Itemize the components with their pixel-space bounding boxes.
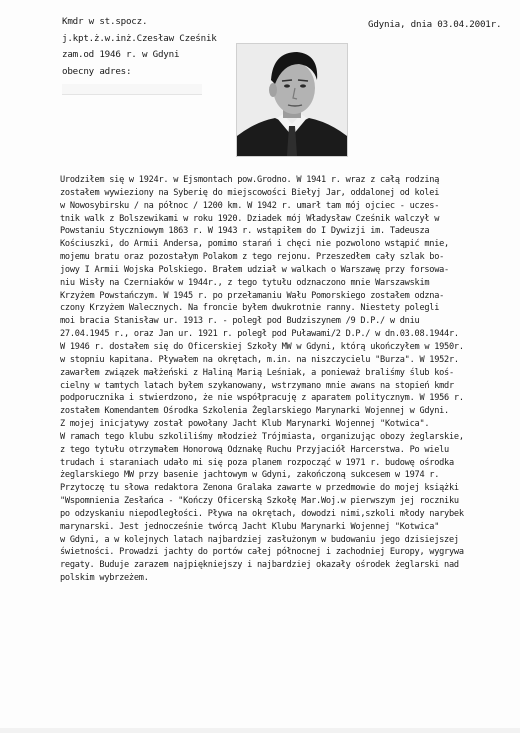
body-line: w stopniu kapitana. Pływałem na okrętach, m.in. na niszczycielu "Burza". W 1952r. xyxy=(60,354,459,365)
body-line: Kościuszki, do Armii Andersa, pomimo starań i chęci nie pozwolono wstąpić mnie, xyxy=(60,239,449,250)
body-line: regaty. Buduje zarazem najpiękniejszy i najbardziej okazały ośrodek żeglarski nad xyxy=(60,560,459,571)
redacted-address xyxy=(62,84,202,95)
sender-line-1: Kmdr w st.spocz. xyxy=(62,16,148,27)
body-line: świetności. Prowadzi jachty do portów całej północnej i zachodniej Europy, wygrywa xyxy=(60,547,464,558)
body-line: czony Krzyżem Walecznych. Na froncie byłem dwukrotnie ranny. Niestety polegli xyxy=(60,303,440,314)
body-line: Z mojej inicjatywy został powołany Jacht Klub Marynarki Wojennej "Kotwica". xyxy=(60,419,430,430)
sender-line-2: j.kpt.ż.w.inż.Czesław Cześnik xyxy=(62,32,217,44)
body-line: z tego tytułu otrzymałem Honorową Odznakę Ruchu Przyjaciół Harcerstwa. Po wielu xyxy=(60,444,449,455)
scan-bottom-edge xyxy=(0,728,520,733)
body-line: Przytoczę tu słowa redaktora Zenona Gralaka zawarte w przedmowie do mojej książki xyxy=(60,483,459,494)
body-line: w Nowosybirsku / na północ / 1200 km. W 1942 r. umarł tam mój ojciec - uczes- xyxy=(60,200,440,211)
portrait-photo-icon xyxy=(237,44,347,156)
body-line: w Gdyni, a w kolejnych latach najbardziej zasłużonym w budowaniu jego dzisiejszej xyxy=(60,534,459,545)
body-line: zostałem Komendantem Ośrodka Szkolenia Żeglarskiego Marynarki Wojennej w Gdyni. xyxy=(60,406,449,417)
body-line: żeglarskiego MW przy basenie jachtowym w Gdyni, zakończoną sukcesem w 1974 r. xyxy=(60,470,440,481)
letter-body xyxy=(60,174,515,585)
body-line: Powstaniu Styczniowym 1863 r. W 1943 r. wstąpiłem do I Dywizji im. Tadeusza xyxy=(60,226,430,237)
body-line: W 1946 r. dostałem się do Oficerskiej Szkoły MW w Gdyni, którą ukończyłem w 1950r. xyxy=(60,341,464,352)
body-line: jowy I Armii Wojska Polskiego. Brałem udział w walkach o Warszawę przy forsowa- xyxy=(60,264,449,275)
sender-block xyxy=(62,14,217,95)
body-line: Urodziłem się w 1924r. w Ejsmontach pow.Grodno. W 1941 r. wraz z całą rodziną xyxy=(60,175,440,185)
body-line: moi bracia Stanisław ur. 1913 r. - poległ pod Budziszynem /9 D.P./ w dniu xyxy=(60,316,420,327)
body-line: tnik walk z Bolszewikami w roku 1920. Dziadek mój Władysław Cześnik walczył w xyxy=(60,213,440,224)
body-line: mojemu bratu oraz pozostałym Polakom z tego rejonu. Przeszedłem cały szlak bo- xyxy=(60,252,445,263)
body-line: zostałem wywieziony na Syberię do miejscowości Biełyj Jar, oddalonej od kolei xyxy=(60,187,440,198)
body-line: zawarłem związek małżeński z Haliną Marią Leśniak, a ponieważ braliśmy ślub koś- xyxy=(60,367,454,378)
body-line: po odzyskaniu niepodległości. Pływa na okrętach, dowodzi nimi,szkoli młody narybek xyxy=(60,508,464,519)
body-line: cielny w tamtych latach byłem szykanowany, wstrzymano mnie awans na stopień kmdr xyxy=(60,380,454,391)
body-line: trudach i staraniach udało mi się poza planem rozpocząć w 1971 r. budowę ośrodka xyxy=(60,457,454,468)
body-line: Krzyżem Powstańczym. W 1945 r. po przełamaniu Wału Pomorskiego zostałem odzna- xyxy=(60,290,445,301)
body-line: niu Wisły na Czerniaków w 1944r., z tego tytułu odznaczono mnie Warszawskim xyxy=(60,277,430,288)
body-line: podporucznika i stwierdzono, że nie współpracuję z aparatem politycznym. W 1956 r. xyxy=(60,393,464,404)
body-line: polskim wybrzeżem. xyxy=(60,573,149,584)
sender-line-4: obecny adres: xyxy=(62,65,132,77)
portrait-photo xyxy=(236,43,348,157)
body-line: "Wspomnienia Zesłańca - "Kończy Oficerską Szkołę Mar.Woj.w pierwszym jej roczniku xyxy=(60,496,459,507)
sender-line-3: zam.od 1946 r. w Gdyni xyxy=(62,49,180,60)
body-line: W ramach tego klubu szkoliliśmy młodzież Trójmiasta, organizując obozy żeglarskie, xyxy=(60,431,464,442)
body-line: marynarski. Jest jednocześnie twórcą Jacht Klubu Marynarki Wojennej "Kotwica" xyxy=(60,521,440,532)
place-date: Gdynia, dnia 03.04.2001r. xyxy=(368,19,502,30)
body-line: 27.04.1945 r., oraz Jan ur. 1921 r. poległ pod Puławami/2 D.P./ w dn.03.08.1944r. xyxy=(60,329,459,340)
